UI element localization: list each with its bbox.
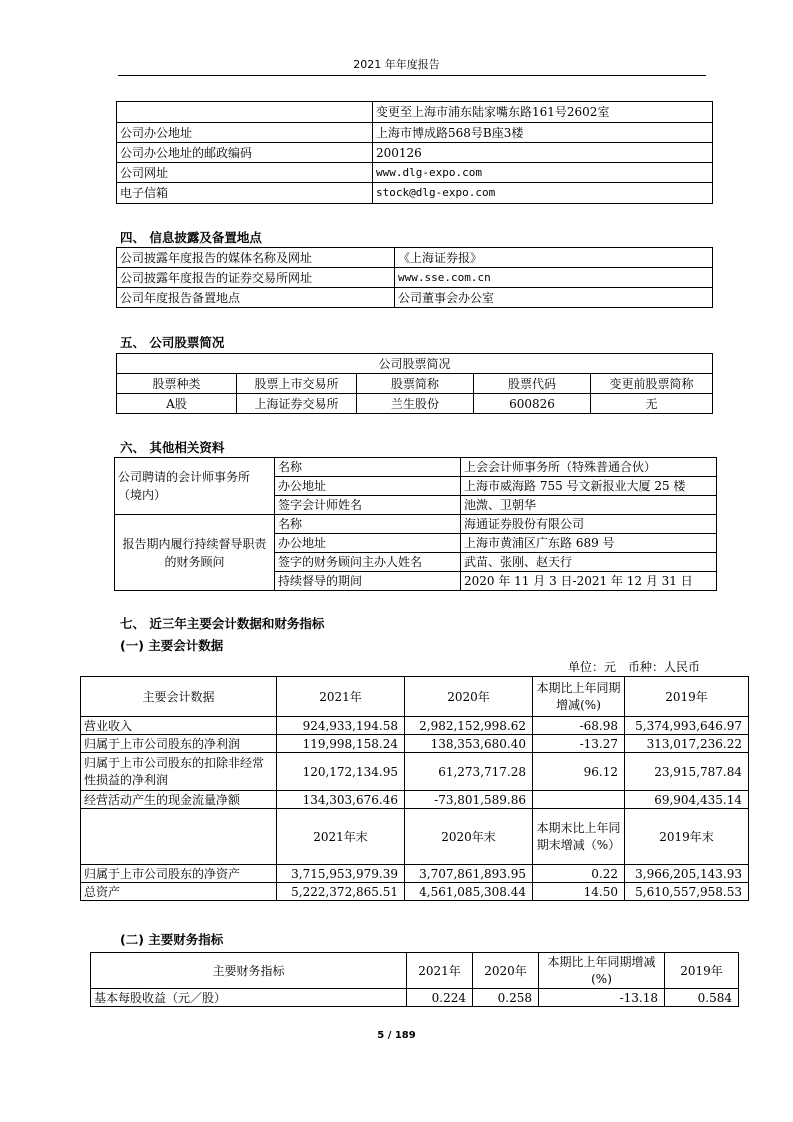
disclosure-label: 公司披露年度报告的媒体名称及网址 [117,248,395,268]
acct-value: 3,715,953,979.39 [277,865,405,883]
acct-header: 2020年末 [405,809,533,865]
acct-item: 营业收入 [81,717,277,735]
disclosure-table [116,247,713,308]
indicator-header: 主要财务指标 [91,953,407,989]
related-info-table [114,457,717,591]
stock-caption: 公司股票简况 [117,354,713,374]
contact-value: 200126 [373,143,713,163]
stock-header: 股票简称 [357,374,474,394]
acct-header: 本期末比上年同期末增减（%） [533,809,625,865]
page-number: 5 / 189 [377,1030,416,1041]
header-divider [118,75,706,76]
info-value: 2020 年 11 月 3 日-2021 年 12 月 31 日 [461,572,717,591]
section-5-title: 五、 公司股票简况 [120,335,225,350]
indicator-header: 2020年 [473,953,539,989]
section-6-title: 六、 其他相关资料 [120,440,225,455]
contact-label: 公司办公地址的邮政编码 [117,143,373,163]
acct-value: 5,610,557,958.53 [625,883,749,901]
disclosure-label: 公司年度报告备置地点 [117,288,395,308]
acct-value: -68.98 [533,717,625,735]
acct-value: 5,222,372,865.51 [277,883,405,901]
acct-header: 2021年末 [277,809,405,865]
contact-table [116,101,713,204]
info-value: 上海市威海路 755 号文新报业大厦 25 楼 [461,477,717,496]
disclosure-value: www.sse.com.cn [395,268,713,288]
acct-value: 119,998,158.24 [277,735,405,753]
contact-label: 电子信箱 [117,183,373,204]
indicator-value: 0.224 [407,989,473,1007]
acct-value: 23,915,787.84 [625,753,749,791]
info-key: 办公地址 [275,534,461,553]
indicator-item: 基本每股收益（元／股） [91,989,407,1007]
page-header: 2021 年年度报告 [353,58,440,71]
acct-value: 0.22 [533,865,625,883]
acct-value: 120,172,134.95 [277,753,405,791]
stock-cell: 兰生股份 [357,394,474,414]
subsection-2-title: (二) 主要财务指标 [120,932,224,947]
acct-value: 134,303,676.46 [277,791,405,809]
disclosure-value: 《上海证券报》 [395,248,713,268]
indicator-header: 本期比上年同期增减(%) [539,953,665,989]
accounting-data-table [80,676,749,901]
acct-header: 2019年末 [625,809,749,865]
info-key: 持续督导的期间 [275,572,461,591]
acct-value: 4,561,085,308.44 [405,883,533,901]
acct-header: 2019年 [625,677,749,717]
stock-header: 股票种类 [117,374,237,394]
acct-value: 3,966,205,143.93 [625,865,749,883]
acct-item: 归属于上市公司股东的扣除非经常性损益的净利润 [81,753,277,791]
stock-cell: 上海证券交易所 [237,394,357,414]
stock-cell: A股 [117,394,237,414]
acct-value: 138,353,680.40 [405,735,533,753]
info-value: 上会会计师事务所（特殊普通合伙） [461,458,717,477]
stock-header: 股票代码 [474,374,591,394]
acct-header: 主要会计数据 [81,677,277,717]
stock-table [116,353,713,414]
acct-item: 归属于上市公司股东的净资产 [81,865,277,883]
auditor-label: 公司聘请的会计师事务所（境内） [115,458,275,515]
acct-item: 经营活动产生的现金流量净额 [81,791,277,809]
contact-label [117,102,373,123]
disclosure-label: 公司披露年度报告的证券交易所网址 [117,268,395,288]
info-value: 池溦、卫朝华 [461,496,717,515]
indicator-value: -13.18 [539,989,665,1007]
section-4-title: 四、 信息披露及备置地点 [120,230,262,245]
acct-value: 69,904,435.14 [625,791,749,809]
indicator-value: 0.258 [473,989,539,1007]
stock-cell: 600826 [474,394,591,414]
acct-header: 2020年 [405,677,533,717]
subsection-1-title: (一) 主要会计数据 [120,638,224,653]
acct-value: 924,933,194.58 [277,717,405,735]
acct-header [81,809,277,865]
indicator-header: 2019年 [665,953,739,989]
info-value: 海通证券股份有限公司 [461,515,717,534]
financial-indicators-table [90,952,739,1007]
acct-value [533,791,625,809]
contact-value: stock@dlg-expo.com [373,183,713,204]
info-key: 办公地址 [275,477,461,496]
section-7-title: 七、 近三年主要会计数据和财务指标 [120,616,325,631]
acct-value: 313,017,236.22 [625,735,749,753]
contact-value: 上海市博成路568号B座3楼 [373,123,713,143]
contact-value: www.dlg-expo.com [373,163,713,183]
indicator-header: 2021年 [407,953,473,989]
acct-item: 归属于上市公司股东的净利润 [81,735,277,753]
stock-header: 股票上市交易所 [237,374,357,394]
advisor-label: 报告期内履行持续督导职责的财务顾问 [115,515,275,591]
acct-item: 总资产 [81,883,277,901]
info-key: 签字的财务顾问主办人姓名 [275,553,461,572]
acct-value: 3,707,861,893.95 [405,865,533,883]
indicator-value: 0.584 [665,989,739,1007]
contact-label: 公司网址 [117,163,373,183]
acct-header: 本期比上年同期增减(%) [533,677,625,717]
acct-value: 61,273,717.28 [405,753,533,791]
acct-value: -73,801,589.86 [405,791,533,809]
disclosure-value: 公司董事会办公室 [395,288,713,308]
acct-header: 2021年 [277,677,405,717]
info-value: 武苗、张刚、赵天行 [461,553,717,572]
acct-value: 14.50 [533,883,625,901]
info-key: 名称 [275,515,461,534]
info-value: 上海市黄浦区广东路 689 号 [461,534,717,553]
unit-note: 单位：元 币种：人民币 [568,660,701,674]
acct-value: 96.12 [533,753,625,791]
stock-cell: 无 [591,394,713,414]
acct-value: 2,982,152,998.62 [405,717,533,735]
info-key: 签字会计师姓名 [275,496,461,515]
contact-value: 变更至上海市浦东陆家嘴东路161号2602室 [373,102,713,123]
stock-header: 变更前股票简称 [591,374,713,394]
contact-label: 公司办公地址 [117,123,373,143]
acct-value: -13.27 [533,735,625,753]
acct-value: 5,374,993,646.97 [625,717,749,735]
info-key: 名称 [275,458,461,477]
